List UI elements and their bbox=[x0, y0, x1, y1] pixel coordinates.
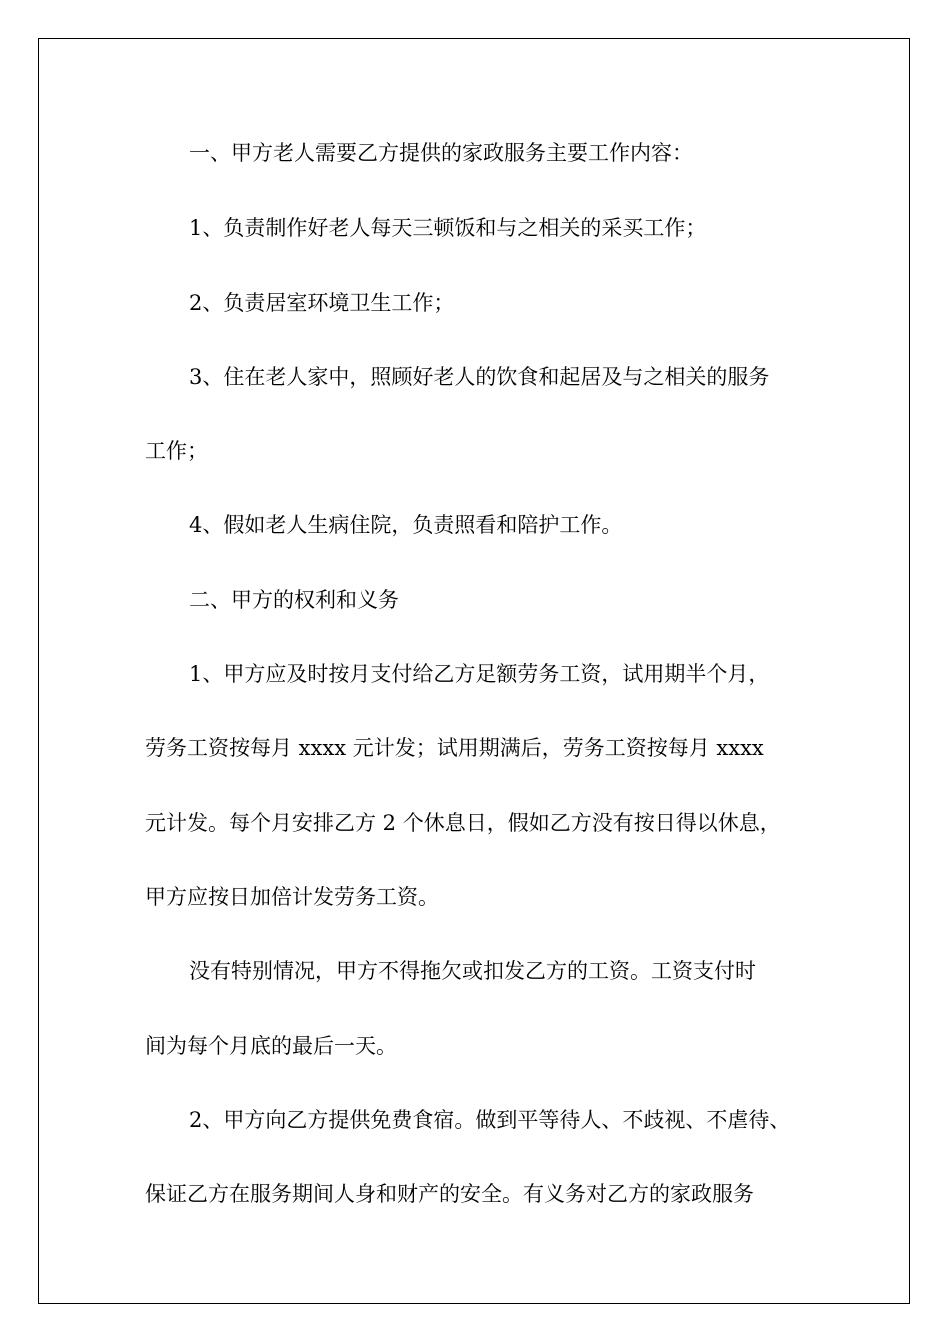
section-two-heading: 二、甲方的权利和义务 bbox=[189, 588, 399, 612]
wage-payment-paragraph-line-2: 间为每个月底的最后一天。 bbox=[145, 1034, 397, 1058]
rights-item-1: 1、甲方应及时按月支付给乙方足额劳务工资，试用期半个月， bbox=[189, 662, 770, 686]
section-one-heading: 一、甲方老人需要乙方提供的家政服务主要工作内容： bbox=[189, 141, 693, 165]
rights-item-1-line-4: 甲方应按日加倍计发劳务工资。 bbox=[145, 885, 439, 909]
duty-item-3-continued: 工作； bbox=[145, 439, 208, 463]
rights-item-2-line-2: 保证乙方在服务期间人身和财产的安全。有义务对乙方的家政服务 bbox=[145, 1182, 754, 1206]
duty-item-4: 4、假如老人生病住院，负责照看和陪护工作。 bbox=[189, 513, 623, 537]
duty-item-2: 2、负责居室环境卫生工作； bbox=[189, 291, 455, 315]
rights-item-1-line-3: 元计发。每个月安排乙方 2 个休息日，假如乙方没有按日得以休息， bbox=[145, 811, 781, 835]
rights-item-1-line-2: 劳务工资按每月 xxxx 元计发；试用期满后，劳务工资按每月 xxxx bbox=[145, 736, 764, 760]
rights-item-2: 2、甲方向乙方提供免费食宿。做到平等待人、不歧视、不虐待、 bbox=[189, 1108, 791, 1132]
wage-payment-paragraph: 没有特别情况，甲方不得拖欠或扣发乙方的工资。工资支付时 bbox=[189, 959, 756, 983]
duty-item-1: 1、负责制作好老人每天三顿饭和与之相关的采买工作； bbox=[189, 216, 707, 240]
duty-item-3: 3、住在老人家中，照顾好老人的饮食和起居及与之相关的服务 bbox=[189, 365, 770, 389]
